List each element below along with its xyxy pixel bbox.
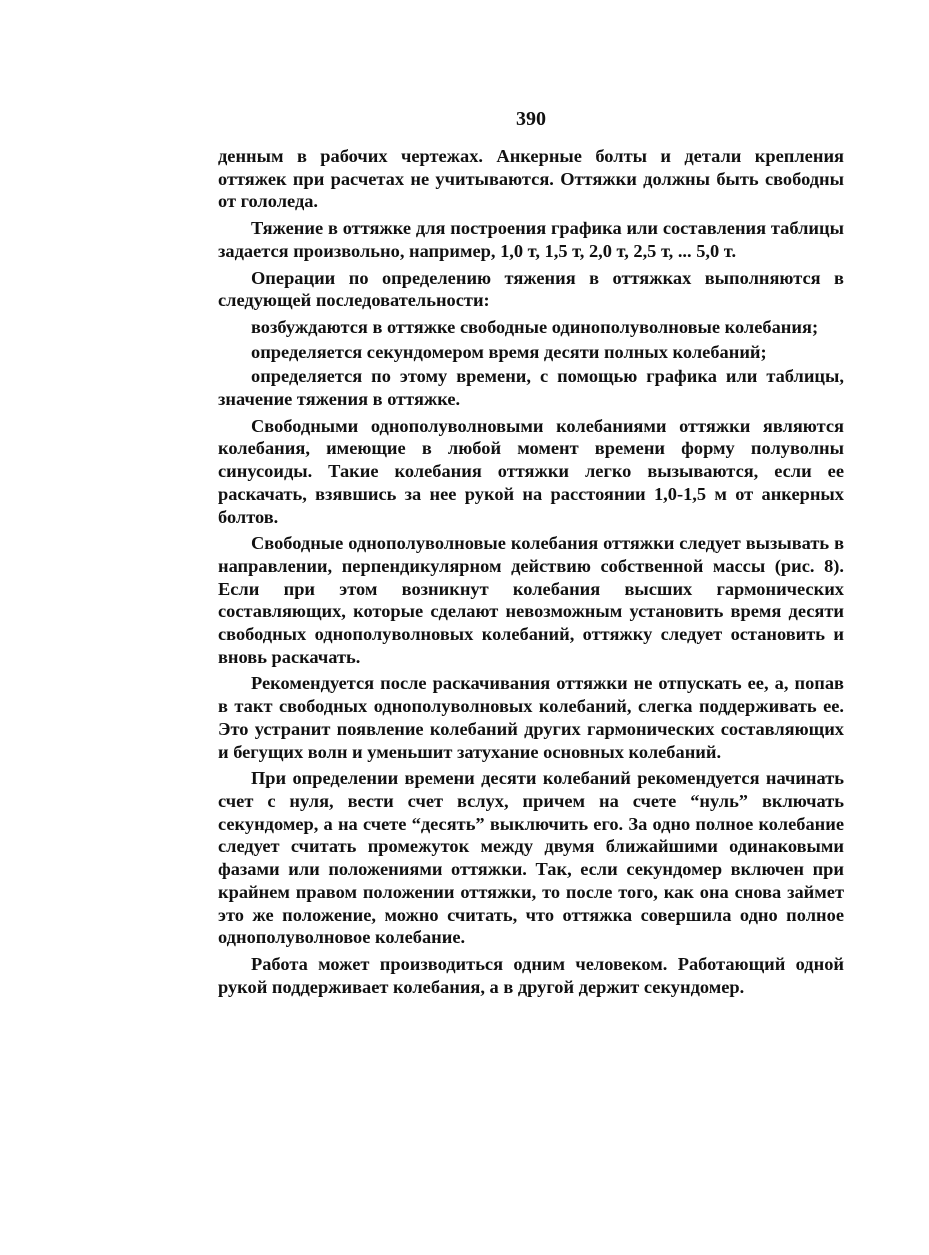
body-text <box>218 145 844 998</box>
paragraph-7: При определении времени десяти колебаний рекомендуется начинать счет с нуля, вести счет вслух, причем на счете “нуль” включать секундомер, а на счете “десять” выключить его. За одно полное колебание следует считать промежуток между двумя ближайшими одинаковыми фазами или положениями оттяжки. Так, если секундомер включен при крайнем правом положении оттяжки, то после того, как она снова займет это же положение, можно считать, что оттяжка совершила одно полное однополуволновое колебание. <box>218 768 844 948</box>
paragraph-6: Рекомендуется после раскачивания оттяжки не отпускать ее, а, попав в такт свободных однополуволновых колебаний, слегка поддерживать ее. Это устранит появление колебаний других гармонических составляющих и бегущих волн и уменьшит затухание основных колебаний. <box>218 673 844 762</box>
paragraph-1: денным в рабочих чертежах. Анкерные болты и детали крепления оттяжек при расчетах не учитываются. Оттяжки должны быть свободны от гололеда. <box>218 146 844 212</box>
list-item-2: определяется секундомером время десяти полных колебаний; <box>251 341 767 362</box>
paragraph-5: Свободные однополуволновые колебания оттяжки следует вызывать в направлении, перпендикулярном действию собственной массы (рис. 8). Если при этом возникнут колебания высших гармонических составляющих, которые сделают невозможным установить время десяти свободных однополуволновых колебаний, оттяжку следует остановить и вновь раскачать. <box>218 533 844 667</box>
document-page <box>218 106 844 1002</box>
paragraph-8: Работа может производиться одним человеком. Работающий одной рукой поддерживает колебания, а в другой держит секундомер. <box>218 953 844 997</box>
paragraph-4: Свободными однополуволновыми колебаниями оттяжки являются колебания, имеющие в любой момент времени форму полуволны синусоиды. Такие колебания оттяжки легко вызываются, если ее раскачать, взявшись за нее рукой на расстоянии 1,0-1,5 м от анкерных болтов. <box>218 415 844 527</box>
paragraph-3: Операции по определению тяжения в оттяжках выполняются в следующей последовательности: <box>218 267 844 311</box>
paragraph-2: Тяжение в оттяжке для построения графика или составления таблицы задается произвольно, например, 1,0 т, 1,5 т, 2,0 т, 2,5 т, ... 5,0 т. <box>218 218 844 261</box>
list-item-1: возбуждаются в оттяжке свободные одинополуволновые колебания; <box>251 316 819 337</box>
page-number: 390 <box>516 108 546 130</box>
list-item-3: определяется по этому времени, с помощью графика или таблицы, значение тяжения в оттяжке. <box>218 366 844 410</box>
